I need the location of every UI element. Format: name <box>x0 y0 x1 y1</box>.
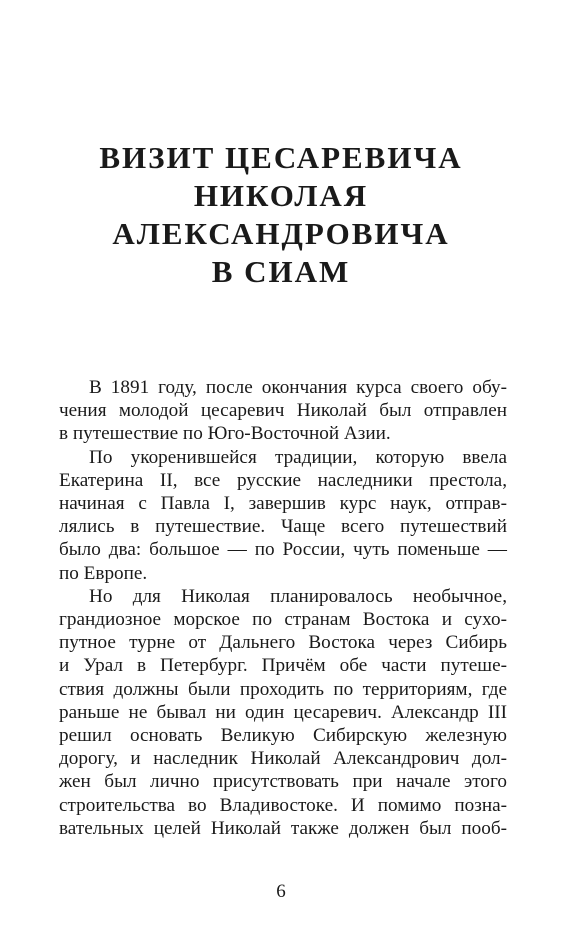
text-line: путное турне от Дальнего Востока через Сибирь <box>59 632 507 654</box>
text-line: строительства во Владивостоке. И помимо позна- <box>59 794 507 816</box>
text-line: ствия должны были проходить по территориям, где <box>59 678 507 700</box>
text-line: по Европе. <box>59 562 148 584</box>
text-line: Екатерина II, все русские наследники престола, <box>59 469 507 491</box>
text-line: и Урал в Петербург. Причём обе части путеше- <box>59 655 507 677</box>
chapter-title-line: АЛЕКСАНДРОВИЧА <box>112 216 450 251</box>
text-line: вательных целей Николай также должен был пооб- <box>59 817 507 839</box>
page-number: 6 <box>276 881 286 902</box>
text-line: было два: большое — по России, чуть поменьше — <box>59 539 507 561</box>
text-line: чения молодой цесаревич Николай был отправлен <box>59 400 507 422</box>
text-line: По укоренившейся традиции, которую ввела <box>89 446 507 468</box>
text-line: грандиозное морское по странам Востока и сухо- <box>59 609 507 631</box>
text-line: начиная с Павла I, завершив курс наук, отправ- <box>59 493 507 515</box>
chapter-title-line: В СИАМ <box>211 254 351 289</box>
paragraph <box>59 585 507 840</box>
paragraph <box>59 376 507 446</box>
text-line: Но для Николая планировалось необычное, <box>89 585 507 607</box>
body-text <box>59 376 507 840</box>
text-line: В 1891 году, после окончания курса своего обу- <box>89 377 507 398</box>
chapter-title-line: НИКОЛАЯ <box>193 178 369 213</box>
text-line: жен был лично присутствовать при начале этого <box>59 771 507 793</box>
text-line: раньше не бывал ни один цесаревич. Александр III <box>59 701 507 723</box>
chapter-title <box>60 139 502 291</box>
paragraph <box>59 446 507 585</box>
text-line: лялись в путешествие. Чаще всего путешествий <box>59 516 507 538</box>
text-line: в путешествие по Юго-Восточной Азии. <box>59 423 391 445</box>
chapter-title-line: ВИЗИТ ЦЕСАРЕВИЧА <box>99 140 463 175</box>
text-line: решил основать Великую Сибирскую железную <box>59 725 507 747</box>
text-line: дорогу, и наследник Николай Александрович дол- <box>59 748 507 770</box>
